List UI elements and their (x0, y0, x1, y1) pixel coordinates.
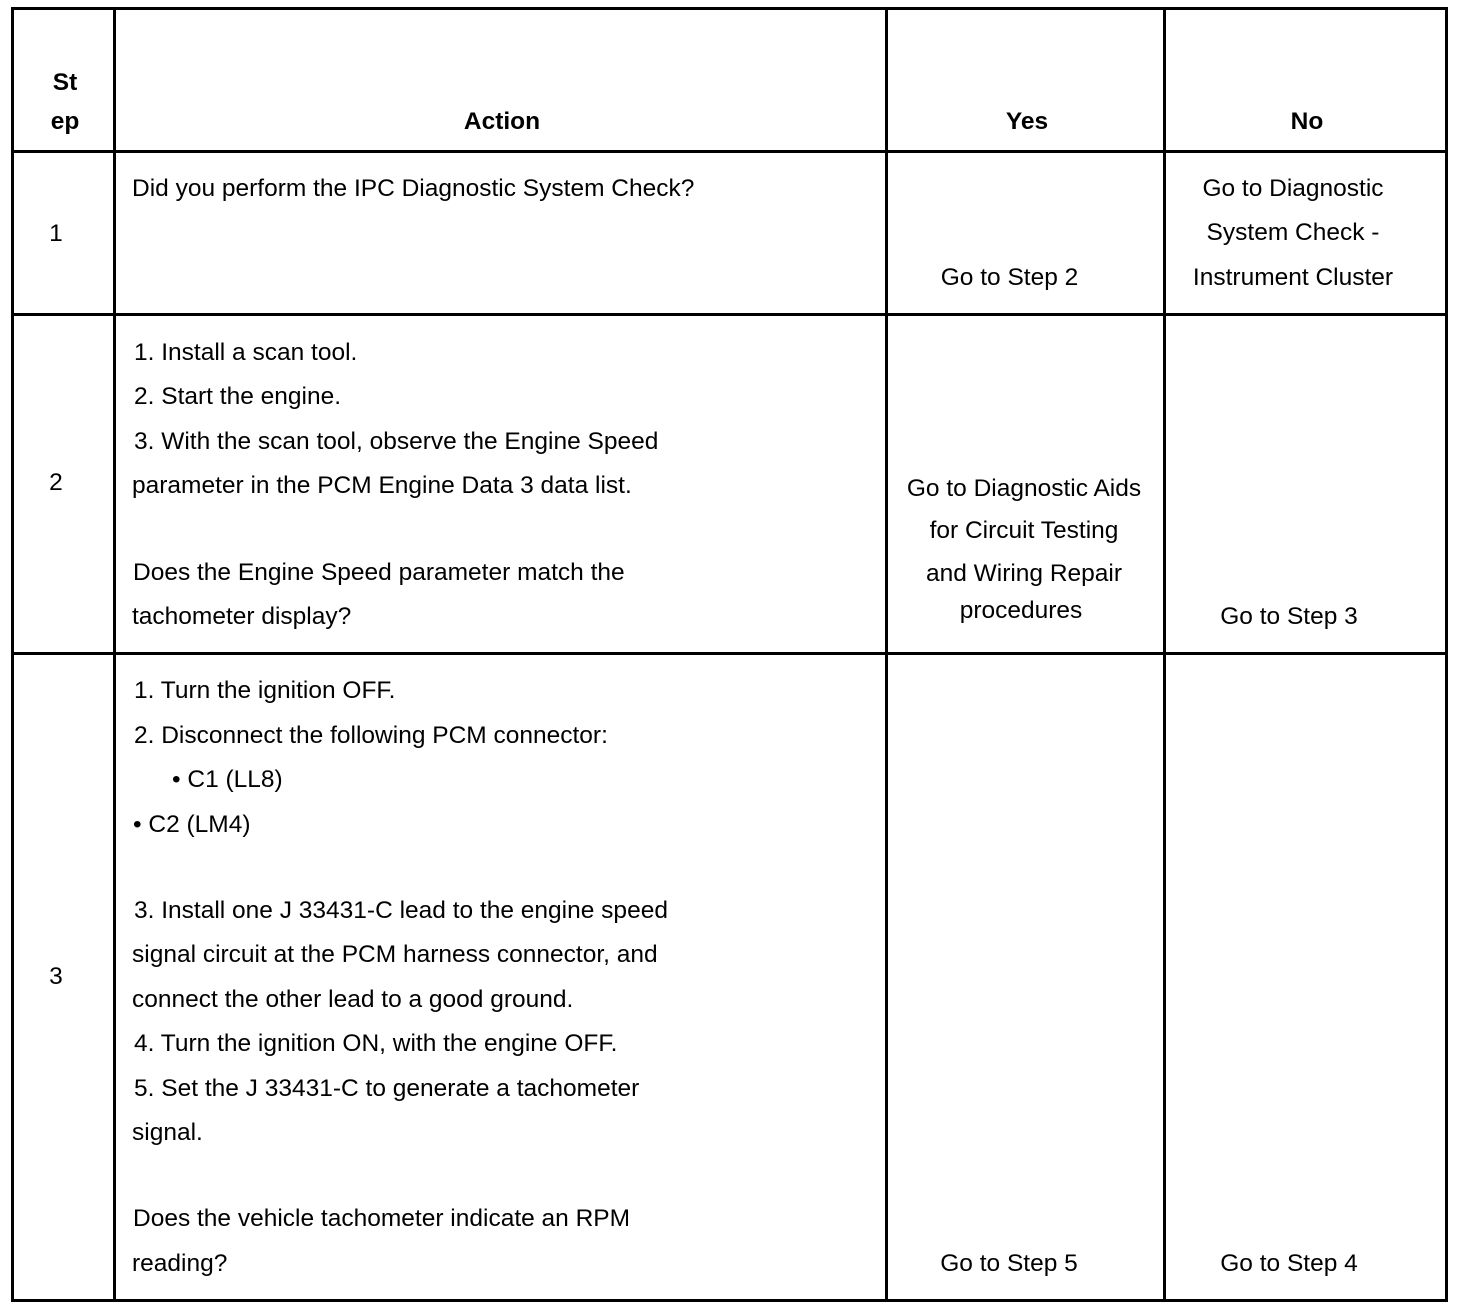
action-line: 4. Turn the ignition ON, with the engine OFF. (134, 1030, 618, 1057)
yes-result-line: Go to Diagnostic Aids (906, 475, 1142, 502)
step-number: 3 (49, 963, 63, 990)
table-border-right (1445, 7, 1448, 1302)
no-result-line: Instrument Cluster (1192, 264, 1394, 291)
action-line: 1. Install a scan tool. (134, 339, 358, 366)
action-line: 2. Start the engine. (134, 383, 342, 410)
row-divider (11, 652, 1448, 655)
action-line: connect the other lead to a good ground. (132, 986, 574, 1013)
header-step-line1: St (52, 69, 78, 96)
table-border-left (11, 7, 14, 1302)
action-line: 2. Disconnect the following PCM connector: (134, 722, 608, 749)
no-result: Go to Step 3 (1220, 603, 1358, 630)
table-border-top (11, 7, 1448, 10)
header-no: No (1290, 108, 1324, 135)
action-line: parameter in the PCM Engine Data 3 data list. (132, 472, 632, 499)
action-line: Does the vehicle tachometer indicate an RPM (133, 1205, 631, 1232)
action-line: Does the Engine Speed parameter match the (133, 559, 625, 586)
yes-result-line: and Wiring Repair (925, 560, 1123, 587)
column-divider (885, 7, 888, 1302)
action-line: tachometer display? (132, 603, 352, 630)
action-line: 5. Set the J 33431-C to generate a tachometer (134, 1075, 640, 1102)
row-divider (11, 313, 1448, 316)
action-line: reading? (132, 1250, 228, 1277)
no-result-line: Go to Diagnostic (1202, 175, 1384, 202)
action-line: 1. Turn the ignition OFF. (134, 677, 396, 704)
header-divider (11, 150, 1448, 153)
yes-result-line: for Circuit Testing (929, 517, 1119, 544)
header-yes: Yes (1005, 108, 1049, 135)
action-text: Did you perform the IPC Diagnostic System Check? (132, 175, 695, 202)
column-divider (113, 7, 116, 1302)
table-border-bottom (11, 1299, 1448, 1302)
yes-result: Go to Step 2 (940, 264, 1079, 291)
action-line: signal circuit at the PCM harness connector, and (132, 941, 658, 968)
header-action: Action (463, 108, 541, 135)
action-line: • C1 (LL8) (172, 766, 283, 793)
yes-result: Go to Step 5 (940, 1250, 1078, 1277)
step-number: 2 (49, 469, 63, 496)
step-number: 1 (49, 220, 63, 247)
action-line: signal. (132, 1119, 203, 1146)
action-line: 3. With the scan tool, observe the Engine Speed (134, 428, 659, 455)
header-step (14, 63, 116, 141)
no-result-line: System Check - (1206, 219, 1380, 246)
yes-result-line: procedures (959, 597, 1083, 624)
action-line: • C2 (LM4) (133, 811, 251, 838)
header-step-line2: ep (50, 108, 80, 135)
no-result: Go to Step 4 (1220, 1250, 1358, 1277)
action-line: 3. Install one J 33431-C lead to the engine speed (134, 897, 668, 924)
